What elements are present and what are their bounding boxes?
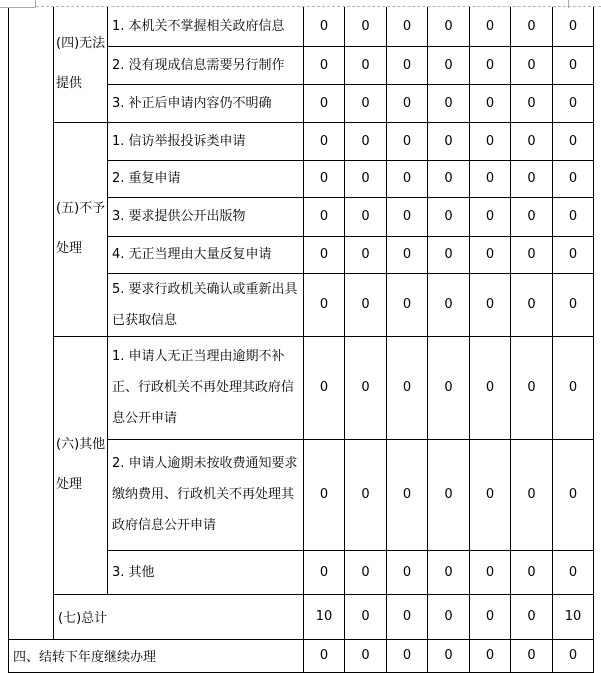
value-cell: 0 bbox=[470, 639, 511, 672]
value-cell: 0 bbox=[428, 197, 470, 236]
value-cell: 0 bbox=[553, 236, 594, 273]
value-cell: 0 bbox=[511, 639, 553, 672]
page-boundary-dashed-line bbox=[36, 6, 601, 7]
value-cell: 0 bbox=[304, 160, 345, 197]
value-cell: 0 bbox=[304, 550, 345, 594]
value-cell: 0 bbox=[304, 197, 345, 236]
row-label-cell: 1. 申请人无正当理由逾期不补正、行政机关不再处理其政府信息公开申请 bbox=[108, 336, 304, 439]
value-cell: 0 bbox=[387, 550, 428, 594]
table-row bbox=[9, 7, 594, 46]
value-cell: 0 bbox=[345, 439, 387, 550]
value-cell: 0 bbox=[304, 336, 345, 439]
value-cell: 0 bbox=[304, 84, 345, 122]
row-label-cell: 3. 要求提供公开出版物 bbox=[108, 197, 304, 236]
value-cell: 0 bbox=[470, 122, 511, 160]
value-cell: 0 bbox=[511, 550, 553, 594]
value-cell: 0 bbox=[470, 160, 511, 197]
value-cell: 0 bbox=[553, 46, 594, 84]
value-cell: 0 bbox=[304, 46, 345, 84]
value-cell: 0 bbox=[387, 273, 428, 336]
value-cell: 0 bbox=[345, 7, 387, 46]
value-cell: 0 bbox=[511, 336, 553, 439]
value-cell: 0 bbox=[387, 639, 428, 672]
value-cell: 10 bbox=[553, 594, 594, 639]
category-cell: (六)其他处理 bbox=[54, 336, 108, 594]
value-cell: 0 bbox=[345, 236, 387, 273]
row-label-cell: 2. 重复申请 bbox=[108, 160, 304, 197]
value-cell: 0 bbox=[345, 160, 387, 197]
value-cell: 0 bbox=[428, 236, 470, 273]
value-cell: 0 bbox=[304, 439, 345, 550]
value-cell: 0 bbox=[345, 122, 387, 160]
value-cell: 0 bbox=[387, 439, 428, 550]
value-cell: 0 bbox=[553, 7, 594, 46]
value-cell: 0 bbox=[511, 236, 553, 273]
table-row-carryover bbox=[9, 639, 594, 672]
value-cell: 0 bbox=[511, 273, 553, 336]
value-cell: 0 bbox=[553, 639, 594, 672]
value-cell: 0 bbox=[428, 273, 470, 336]
value-cell: 0 bbox=[387, 594, 428, 639]
value-cell: 0 bbox=[387, 84, 428, 122]
value-cell: 0 bbox=[345, 46, 387, 84]
value-cell: 0 bbox=[470, 550, 511, 594]
value-cell: 0 bbox=[511, 160, 553, 197]
value-cell: 0 bbox=[428, 160, 470, 197]
value-cell: 0 bbox=[511, 197, 553, 236]
value-cell: 0 bbox=[470, 439, 511, 550]
value-cell: 0 bbox=[470, 273, 511, 336]
value-cell: 10 bbox=[304, 594, 345, 639]
carryover-label-cell: 四、结转下年度继续办理 bbox=[9, 639, 304, 672]
value-cell: 0 bbox=[428, 594, 470, 639]
row-label-cell: 1. 本机关不掌握相关政府信息 bbox=[108, 7, 304, 46]
value-cell: 0 bbox=[553, 122, 594, 160]
value-cell: 0 bbox=[553, 197, 594, 236]
value-cell: 0 bbox=[387, 236, 428, 273]
value-cell: 0 bbox=[428, 122, 470, 160]
value-cell: 0 bbox=[470, 46, 511, 84]
value-cell: 0 bbox=[304, 273, 345, 336]
row-label-cell: 3. 补正后申请内容仍不明确 bbox=[108, 84, 304, 122]
category-cell: (五)不予处理 bbox=[54, 122, 108, 336]
value-cell: 0 bbox=[470, 197, 511, 236]
value-cell: 0 bbox=[345, 273, 387, 336]
table-row bbox=[9, 122, 594, 160]
value-cell: 0 bbox=[428, 7, 470, 46]
value-cell: 0 bbox=[345, 594, 387, 639]
value-cell: 0 bbox=[345, 550, 387, 594]
value-cell: 0 bbox=[553, 439, 594, 550]
value-cell: 0 bbox=[345, 639, 387, 672]
value-cell: 0 bbox=[428, 550, 470, 594]
value-cell: 0 bbox=[511, 439, 553, 550]
value-cell: 0 bbox=[428, 46, 470, 84]
value-cell: 0 bbox=[387, 160, 428, 197]
row-label-cell: 2. 没有现成信息需要另行制作 bbox=[108, 46, 304, 84]
value-cell: 0 bbox=[470, 336, 511, 439]
value-cell: 0 bbox=[553, 160, 594, 197]
value-cell: 0 bbox=[470, 594, 511, 639]
value-cell: 0 bbox=[511, 122, 553, 160]
value-cell: 0 bbox=[387, 197, 428, 236]
column-boundary-tick bbox=[568, 0, 569, 8]
value-cell: 0 bbox=[345, 197, 387, 236]
value-cell: 0 bbox=[470, 7, 511, 46]
row-label-cell: 5. 要求行政机关确认或重新出具已获取信息 bbox=[108, 273, 304, 336]
row-label-cell: 1. 信访举报投诉类申请 bbox=[108, 122, 304, 160]
page-boundary-solid-line bbox=[0, 7, 36, 8]
row-label-cell: 4. 无正当理由大量反复申请 bbox=[108, 236, 304, 273]
value-cell: 0 bbox=[553, 336, 594, 439]
value-cell: 0 bbox=[470, 84, 511, 122]
value-cell: 0 bbox=[345, 84, 387, 122]
row-label-cell: 2. 申请人逾期未按收费通知要求缴纳费用、行政机关不再处理其政府信息公开申请 bbox=[108, 439, 304, 550]
value-cell: 0 bbox=[553, 550, 594, 594]
column-boundary-tick bbox=[35, 0, 36, 8]
value-cell: 0 bbox=[387, 122, 428, 160]
value-cell: 0 bbox=[470, 236, 511, 273]
value-cell: 0 bbox=[553, 273, 594, 336]
value-cell: 0 bbox=[428, 439, 470, 550]
value-cell: 0 bbox=[304, 639, 345, 672]
value-cell: 0 bbox=[345, 336, 387, 439]
value-cell: 0 bbox=[428, 336, 470, 439]
value-cell: 0 bbox=[511, 46, 553, 84]
value-cell: 0 bbox=[553, 84, 594, 122]
value-cell: 0 bbox=[428, 639, 470, 672]
row-label-cell: 3. 其他 bbox=[108, 550, 304, 594]
value-cell: 0 bbox=[387, 7, 428, 46]
table-row-total bbox=[9, 594, 594, 639]
value-cell: 0 bbox=[304, 236, 345, 273]
value-cell: 0 bbox=[304, 7, 345, 46]
value-cell: 0 bbox=[387, 336, 428, 439]
value-cell: 0 bbox=[304, 122, 345, 160]
value-cell: 0 bbox=[511, 594, 553, 639]
value-cell: 0 bbox=[428, 84, 470, 122]
value-cell: 0 bbox=[511, 7, 553, 46]
total-label-cell: (七)总计 bbox=[54, 594, 304, 639]
continuation-empty-cell bbox=[9, 7, 54, 639]
value-cell: 0 bbox=[387, 46, 428, 84]
disclosure-report-table bbox=[8, 7, 594, 673]
value-cell: 0 bbox=[511, 84, 553, 122]
table-row bbox=[9, 336, 594, 439]
category-cell: (四)无法提供 bbox=[54, 7, 108, 122]
